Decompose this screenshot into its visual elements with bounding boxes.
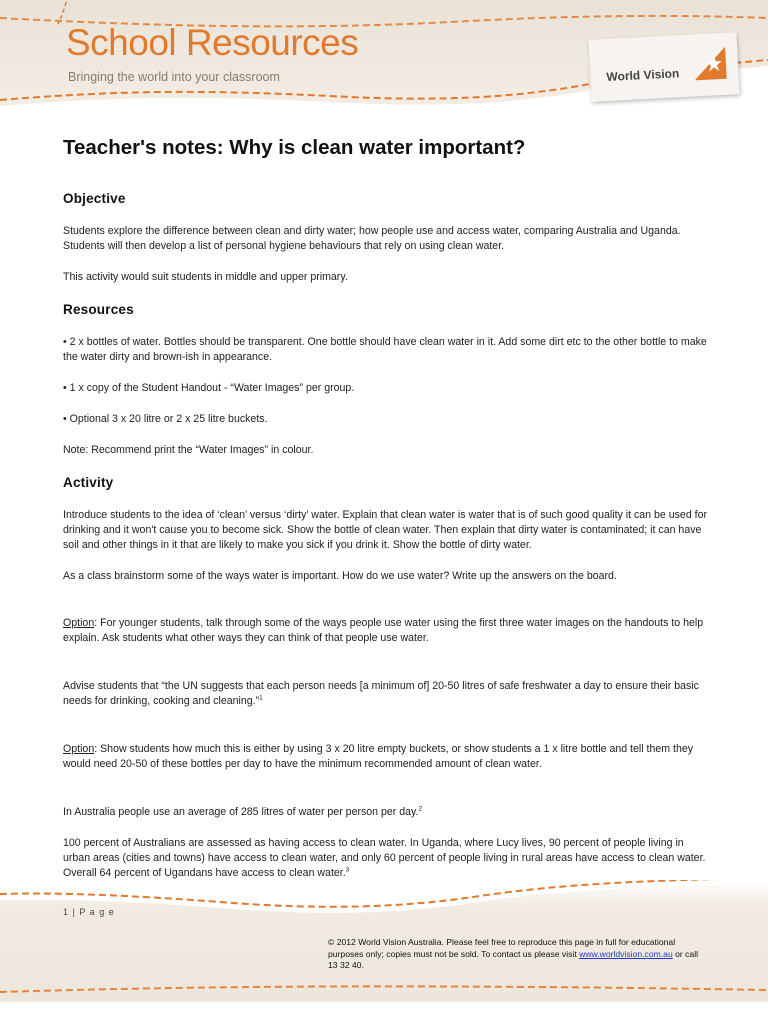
activity-un-quote: Advise students that “the UN suggests that each person needs [a minimum of] 20-50 litres of safe freshwater a day to ensure their basic needs for drinking, cooking and cleaning.”$^1$ [63,680,699,707]
page-number: 1 | P a g e [63,907,115,917]
activity-intro: Introduce students to the idea of ‘clean’ versus ‘dirty’ water. Explain that clean water is water that is of such good quality it can be used for drinking and it won't cause you to become sick. Show the bottle of clean water. Then explain that dirty water is contaminated; it can have soil and other things in it that are likely to make you sick if you drink it. Show the bottle of dirty water. [63,509,708,551]
document-body [63,136,713,881]
activity-access-stats: 100 percent of Australians are assessed as having access to clean water. In Uganda, where Lucy lives, 90 percent of people living in urban areas (cities and towns) have access to clean water, and only 60 percent of people living in rural areas have access to clean water. Overall 64 percent of Ugandans have access to clean water.$^3$ [63,837,706,879]
resource-note: Note: Recommend print the “Water Images” in colour. [63,444,314,456]
activity-australia-usage: In Australia people use an average of 285 litres of water per person per day.$^2$ [63,805,423,818]
resource-item-buckets: • Optional 3 x 20 litre or 2 x 25 litre buckets. [63,413,268,425]
page-title: Teacher's notes: Why is clean water important? [63,136,526,159]
objective-heading: Objective [63,191,126,206]
footnote-3: 3 [345,866,350,874]
resource-item-bottles: • 2 x bottles of water. Bottles should be transparent. One bottle should have clean water in it. Add some dirt etc to the other bottle to make the water dirty and brown-ish in appearance. [63,336,707,363]
option-label: Option [63,617,95,629]
copyright-notice: © 2012 World Vision Australia. Please feel free to reproduce this page in full for educational purposes only; copies must not be sold. To contact us please visit www.worldvision.com.au or call 13 32 40. [328,937,699,970]
brand-title: School Resources [66,22,359,63]
activity-heading: Activity [63,475,114,490]
header-banner [0,0,768,118]
world-vision-star-icon [689,41,731,83]
resources-heading: Resources [63,302,134,317]
activity-option-buckets: Option: Show students how much this is either by using 3 x 20 litre empty buckets, or show students a 1 x litre bottle and tell them they would need 20-50 of these bottles per day to have the minimum recommended amount of clean water. [63,743,694,770]
objective-suitability: This activity would suit students in middle and upper primary. [63,271,348,283]
footnote-2: 2 [418,805,423,813]
worldvision-link[interactable]: www.worldvision.com.au [579,948,673,959]
footnote-1: 1 [259,694,263,702]
option-label: Option [63,743,95,755]
activity-option-younger: Option: For younger students, talk through some of the ways people use water using the first three water images on the handouts to help explain. Ask students what other ways they can think of that people use water. [63,617,704,644]
world-vision-logo-card [588,32,739,102]
footer [0,880,768,1024]
objective-paragraph: Students explore the difference between clean and dirty water; how people use and access water, comparing Australia and Uganda. Students will then develop a list of personal hygiene behaviours that rely on using clean water. [63,225,681,252]
world-vision-logo-text: World Vision [606,66,680,85]
brand-tagline: Bringing the world into your classroom [68,70,280,84]
activity-brainstorm: As a class brainstorm some of the ways water is important. How do we use water? Write up the answers on the board. [63,570,617,582]
resource-item-handout: • 1 x copy of the Student Handout - “Water Images” per group. [63,382,355,394]
footer-bottom-strip [0,1002,768,1024]
